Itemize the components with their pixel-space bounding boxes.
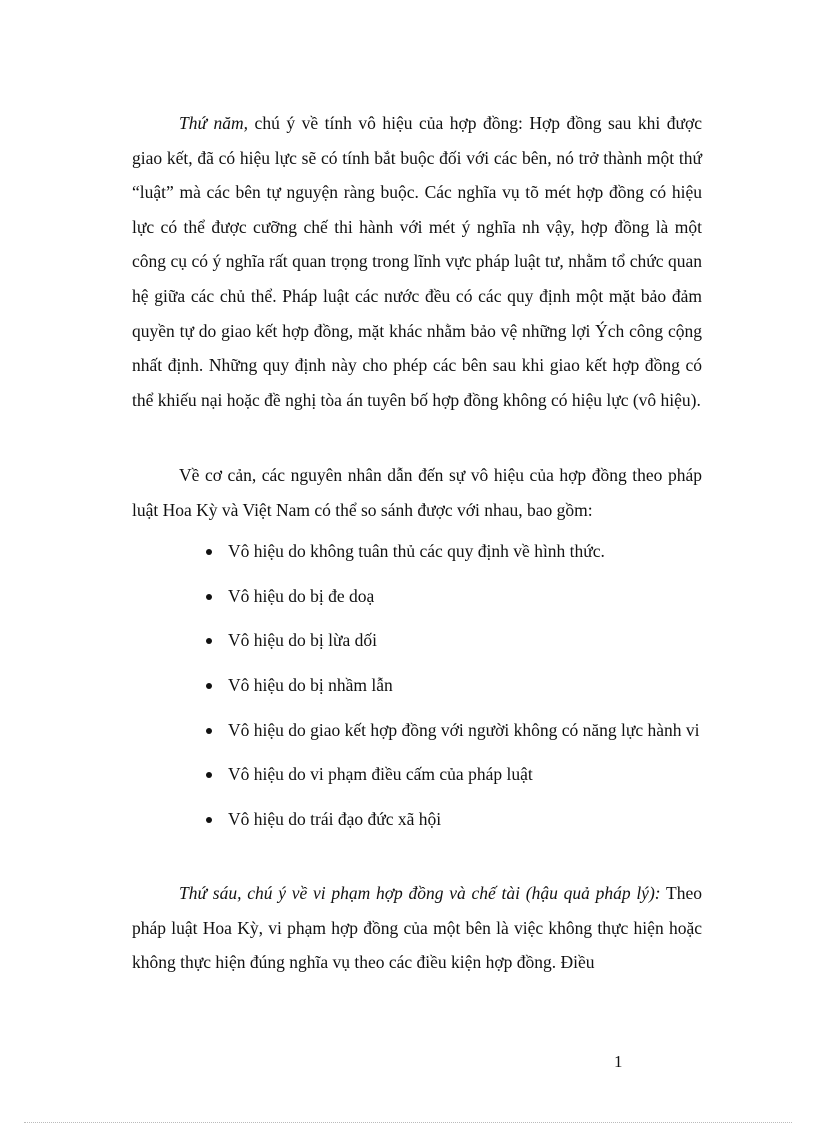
- bullet-icon: [206, 683, 212, 689]
- paragraph-body: Theo pháp luật Hoa Kỳ, vi phạm hợp đồng của một bên là việc không thực hiện hoặc không thực hiện đúng nghĩa vụ theo các điều kiện hợp đồng. Điều: [132, 883, 702, 973]
- list-item: Vô hiệu do bị nhầm lẫn: [132, 668, 702, 713]
- list-item: Vô hiệu do không tuân thủ các quy định về hình thức.: [132, 534, 702, 579]
- list-item: Vô hiệu do bị đe doạ: [132, 579, 702, 624]
- list-item: Vô hiệu do giao kết hợp đồng với người không có năng lực hành vi: [132, 713, 702, 748]
- paragraph-thu-nam: [132, 106, 702, 417]
- paragraph-lead-italic: Thứ sáu, chú ý về vi phạm hợp đồng và chế tài (hậu quả pháp lý):: [179, 883, 661, 903]
- bullet-icon: [206, 594, 212, 600]
- paragraph-body: Về cơ cản, các nguyên nhân dẫn đến sự vô hiệu của hợp đồng theo pháp luật Hoa Kỳ và Việt Nam có thể so sánh được với nhau, bao gồm:: [132, 465, 702, 520]
- bullet-list-causes: [132, 534, 702, 847]
- page-number: 1: [614, 1052, 623, 1071]
- bullet-icon: [206, 549, 212, 555]
- paragraph-thu-sau: [132, 876, 702, 980]
- bullet-icon: [206, 638, 212, 644]
- paragraph-nguyen-nhan: [132, 458, 702, 527]
- list-item: Vô hiệu do vi phạm điều cấm của pháp luật: [132, 757, 702, 802]
- list-item: Vô hiệu do bị lừa dối: [132, 623, 702, 668]
- bullet-icon: [206, 772, 212, 778]
- paragraph-lead-italic: Thứ năm,: [179, 113, 249, 133]
- bullet-icon: [206, 728, 212, 734]
- list-item: Vô hiệu do trái đạo đức xã hội: [132, 802, 702, 847]
- bullet-icon: [206, 817, 212, 823]
- paragraph-body: chú ý về tính vô hiệu của hợp đồng: Hợp đồng sau khi được giao kết, đã có hiệu lực sẽ có tính bắt buộc đối với các bên, nó trở thành một thứ “luật” mà các bên tự nguyện ràng buộc. Các nghĩa vụ tõ mét hợp đồng có hiệu lực có thể được cưỡng chế thi hành với mét ý nghĩa nh vậy, hợp đồng là một công cụ có ý nghĩa rất quan trọng trong lĩnh vực pháp luật tư, nhằm tổ chức quan hệ giữa các chủ thể. Pháp luật các nước đều có các quy định một mặt bảo đảm quyền tự do giao kết hợp đồng, mặt khác nhằm bảo vệ những lợi Ých công cộng nhất định. Những quy định này cho phép các bên sau khi giao kết hợp đồng có thể khiếu nại hoặc đề nghị tòa án tuyên bố hợp đồng không có hiệu lực (vô hiệu).: [132, 113, 702, 410]
